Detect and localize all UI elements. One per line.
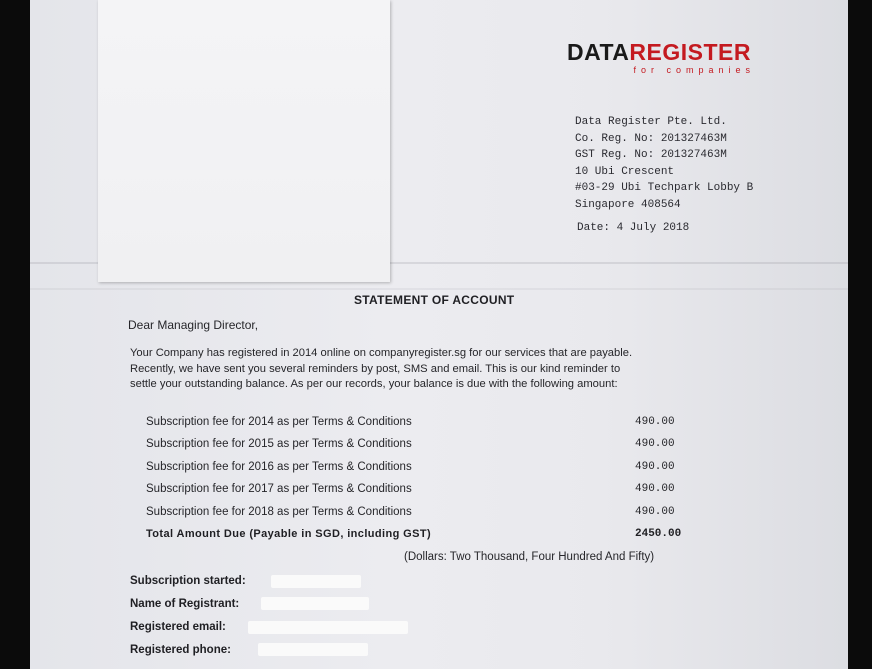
fee-description: Subscription fee for 2015 as per Terms & Conditions	[146, 438, 412, 451]
fee-amount: 490.00	[635, 460, 675, 473]
fee-row	[146, 483, 686, 505]
total-amount: 2450.00	[635, 527, 682, 540]
paper-crease	[30, 288, 848, 290]
fee-row	[146, 506, 686, 528]
logo-text-register: REGISTER	[629, 39, 751, 65]
registered-email-label: Registered email:	[130, 621, 226, 633]
greeting: Dear Managing Director,	[128, 318, 259, 332]
body-line: Recently, we have sent you several reminders by post, SMS and email. This is our kind reminder to	[130, 362, 621, 375]
letter-paper	[30, 0, 848, 669]
fee-row	[146, 438, 686, 460]
fee-table	[146, 416, 686, 550]
fee-description: Subscription fee for 2018 as per Terms & Conditions	[146, 505, 412, 518]
registered-phone-label: Registered phone:	[130, 644, 231, 656]
registrant-name-label: Name of Registrant:	[130, 598, 240, 610]
sticky-note	[98, 0, 390, 282]
fee-amount: 490.00	[635, 505, 675, 518]
fee-amount: 490.00	[635, 483, 675, 496]
amount-in-words: (Dollars: Two Thousand, Four Hundred And Fifty)	[404, 551, 655, 563]
fee-amount: 490.00	[635, 438, 675, 451]
fee-description: Subscription fee for 2016 as per Terms & Conditions	[146, 460, 412, 473]
logo-text-data: DATA	[566, 39, 630, 65]
company-name: Data Register Pte. Ltd.	[575, 116, 727, 128]
redaction-bar	[261, 597, 369, 610]
address-line-2: #03-29 Ubi Techpark Lobby B	[575, 182, 754, 194]
redaction-bar	[271, 575, 361, 588]
company-reg-number: Co. Reg. No: 201327463M	[575, 132, 727, 145]
fee-row	[146, 416, 686, 438]
gst-reg-number: GST Reg. No: 201327463M	[575, 149, 727, 161]
redaction-bar	[258, 643, 368, 656]
fee-amount: 490.00	[635, 416, 675, 428]
body-line: Your Company has registered in 2014 online on companyregister.sg for our services that are payable.	[130, 347, 633, 359]
letter-body	[130, 346, 770, 393]
subscription-started-label: Subscription started:	[130, 575, 246, 587]
fee-row	[146, 461, 686, 483]
total-row	[146, 528, 686, 550]
dataregister-logo	[527, 39, 755, 75]
total-label: Total Amount Due (Payable in SGD, including GST)	[146, 527, 432, 540]
address-line-1: 10 Ubi Crescent	[575, 165, 675, 178]
letter-date: Date: 4 July 2018	[577, 222, 690, 234]
logo-tagline: for companies	[633, 65, 755, 75]
body-line: settle your outstanding balance. As per our records, your balance is due with the following amount:	[130, 378, 618, 390]
fee-description: Subscription fee for 2014 as per Terms & Conditions	[146, 416, 412, 428]
statement-heading: STATEMENT OF ACCOUNT	[354, 293, 515, 307]
address-line-3: Singapore 408564	[575, 198, 681, 211]
fee-description: Subscription fee for 2017 as per Terms & Conditions	[146, 483, 412, 496]
redaction-bar	[248, 621, 408, 634]
company-address-block	[575, 114, 753, 213]
